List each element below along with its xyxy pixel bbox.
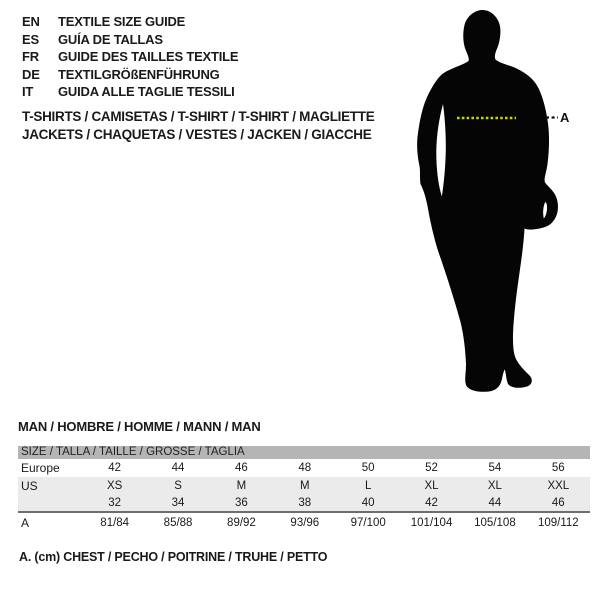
size-table-header: SIZE / TALLA / TAILLE / GRÖSSE / TAGLIA: [18, 446, 590, 459]
language-guide-title: TEXTILE SIZE GUIDE: [58, 14, 186, 29]
size-cell: M: [210, 477, 273, 495]
size-cell: XXL: [527, 477, 590, 495]
measurement-a-label: A: [560, 110, 570, 125]
size-cell: 32: [83, 495, 146, 512]
language-code: ES: [22, 31, 39, 47]
language-code: EN: [22, 14, 40, 29]
chest-footnote: A. (cm) CHEST / PECHO / POITRINE / TRUHE / PETTO: [19, 550, 328, 564]
size-cell: 34: [146, 495, 209, 512]
size-cell: 54: [463, 459, 526, 477]
size-cell: L: [337, 477, 400, 495]
size-cell: 81/84: [83, 512, 146, 533]
size-cell: 44: [146, 459, 209, 477]
row-label: A: [18, 512, 83, 533]
size-cell: 48: [273, 459, 336, 477]
size-row-europe: [18, 459, 590, 477]
size-table: [18, 446, 590, 533]
size-cell: 38: [273, 495, 336, 512]
man-silhouette: [417, 10, 558, 392]
size-cell: 89/92: [210, 512, 273, 533]
size-cell: 50: [337, 459, 400, 477]
size-cell: 52: [400, 459, 463, 477]
size-cell: 56: [527, 459, 590, 477]
size-cell: 93/96: [273, 512, 336, 533]
language-code: DE: [22, 66, 40, 82]
section-title-man: MAN / HOMBRE / HOMME / MANN / MAN: [18, 419, 261, 434]
language-guide-title: GUÍA DE TALLAS: [58, 31, 163, 47]
size-cell: M: [273, 477, 336, 495]
size-cell: 42: [83, 459, 146, 477]
size-cell: 85/88: [146, 512, 209, 533]
size-cell: 105/108: [463, 512, 526, 533]
size-cell: 46: [527, 495, 590, 512]
size-row-us: [18, 477, 590, 495]
size-cell: 46: [210, 459, 273, 477]
size-row-a-chest: [18, 512, 590, 533]
size-cell: S: [146, 477, 209, 495]
size-cell: XL: [463, 477, 526, 495]
size-cell: 40: [337, 495, 400, 512]
size-table-header-row: [18, 446, 590, 459]
row-label: [18, 495, 83, 512]
size-cell: 42: [400, 495, 463, 512]
size-cell: 97/100: [337, 512, 400, 533]
row-label: Europe: [18, 459, 83, 477]
language-code: IT: [22, 84, 34, 99]
size-row-numeric: [18, 495, 590, 512]
category-tshirts: T-SHIRTS / CAMISETAS / T-SHIRT / T-SHIRT / MAGLIETTE: [22, 109, 375, 124]
size-cell: 36: [210, 495, 273, 512]
size-cell: XL: [400, 477, 463, 495]
language-guide-title: GUIDA ALLE TAGLIE TESSILI: [58, 84, 235, 99]
row-label: US: [18, 477, 83, 495]
category-jackets: JACKETS / CHAQUETAS / VESTES / JACKEN / GIACCHE: [22, 127, 372, 142]
size-cell: XS: [83, 477, 146, 495]
size-cell: 101/104: [400, 512, 463, 533]
size-cell: 44: [463, 495, 526, 512]
language-guide-title: TEXTILGRÖßENFÜHRUNG: [58, 66, 220, 82]
size-cell: 109/112: [527, 512, 590, 533]
language-code: FR: [22, 49, 39, 64]
language-guide-title: GUIDE DES TAILLES TEXTILE: [58, 49, 239, 64]
